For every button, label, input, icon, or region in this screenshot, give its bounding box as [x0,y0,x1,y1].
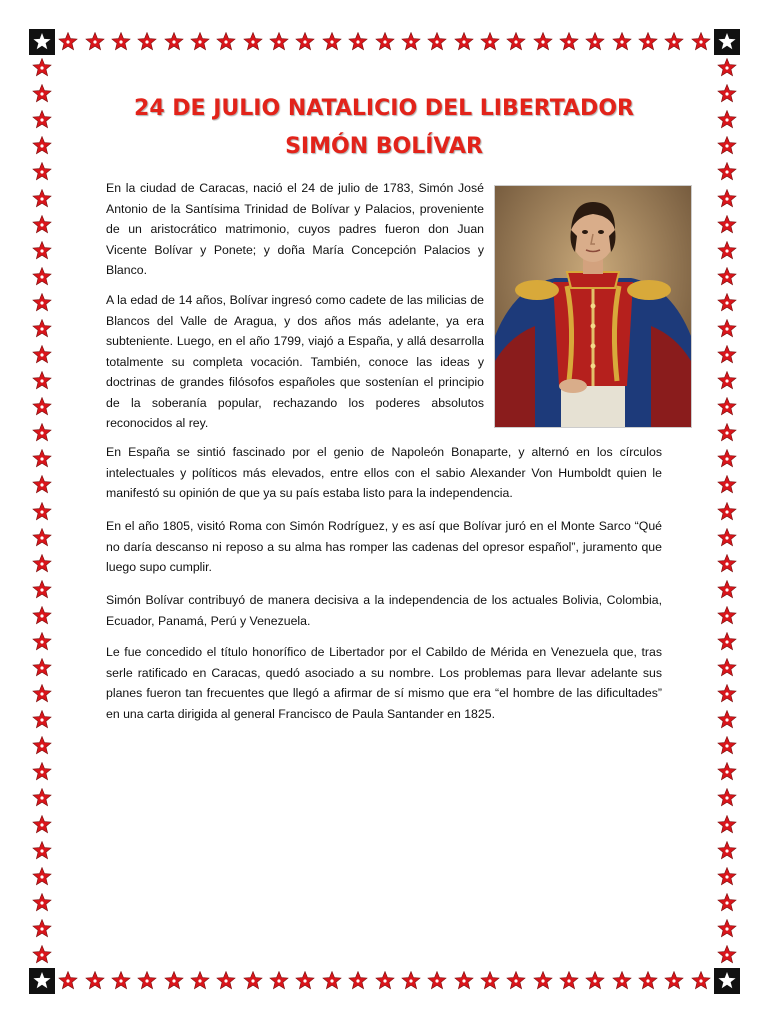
red-star-ornament-icon [322,32,342,52]
corner-star-icon [29,29,55,55]
red-star-ornament-icon [717,423,737,443]
red-star-ornament-icon [717,945,737,965]
red-star-ornament-icon [717,736,737,756]
red-star-ornament-icon [638,971,658,991]
red-star-ornament-icon [691,971,711,991]
red-star-ornament-icon [137,971,157,991]
red-star-ornament-icon [32,580,52,600]
red-star-ornament-icon [401,32,421,52]
red-star-ornament-icon [32,502,52,522]
red-star-ornament-icon [664,971,684,991]
red-star-ornament-icon [717,919,737,939]
red-star-ornament-icon [216,971,236,991]
red-star-ornament-icon [585,971,605,991]
red-star-ornament-icon [717,606,737,626]
red-star-ornament-icon [32,606,52,626]
red-star-ornament-icon [717,893,737,913]
red-star-ornament-icon [32,919,52,939]
red-star-ornament-icon [717,58,737,78]
red-star-ornament-icon [85,971,105,991]
red-star-ornament-icon [32,684,52,704]
red-star-ornament-icon [717,319,737,339]
red-star-ornament-icon [32,110,52,130]
red-star-ornament-icon [58,32,78,52]
corner-star-icon [29,968,55,994]
page-title [60,90,708,166]
red-star-ornament-icon [32,84,52,104]
red-star-ornament-icon [717,841,737,861]
red-star-ornament-icon [717,84,737,104]
title-line-1: 24 DE JULIO NATALICIO DEL LIBERTADOR [134,96,634,121]
red-star-ornament-icon [717,215,737,235]
red-star-ornament-icon [348,971,368,991]
red-star-ornament-icon [375,971,395,991]
red-star-ornament-icon [480,32,500,52]
red-star-ornament-icon [111,971,131,991]
red-star-ornament-icon [375,32,395,52]
red-star-ornament-icon [533,971,553,991]
paragraph-youth: A la edad de 14 años, Bolívar ingresó como cadete de las milicias de Blancos del Valle de Aragua, y dos años más adelante, ya era subteniente. Luego, en el año 1799, viajó a España, y allá desarrolla totalmente su completa vocación. También, conoce las ideas y doctrinas de grandes filósofos españoles que sostenían el principio de la soberanía popular, rechazando los poderes absolutos reconocidos al rey. [106,293,484,430]
red-star-ornament-icon [717,658,737,678]
red-star-ornament-icon [32,241,52,261]
red-star-ornament-icon [32,58,52,78]
red-star-ornament-icon [32,841,52,861]
red-star-ornament-icon [32,319,52,339]
red-star-ornament-icon [32,371,52,391]
red-star-ornament-icon [348,32,368,52]
red-star-ornament-icon [717,710,737,730]
red-star-ornament-icon [427,32,447,52]
red-star-ornament-icon [32,293,52,313]
red-star-ornament-icon [401,971,421,991]
red-star-ornament-icon [717,293,737,313]
red-star-ornament-icon [32,632,52,652]
red-star-ornament-icon [32,423,52,443]
red-star-ornament-icon [664,32,684,52]
red-star-ornament-icon [295,32,315,52]
red-star-ornament-icon [32,267,52,287]
red-star-ornament-icon [506,32,526,52]
red-star-ornament-icon [164,971,184,991]
red-star-ornament-icon [533,32,553,52]
red-star-ornament-icon [32,893,52,913]
red-star-ornament-icon [717,580,737,600]
paragraph-spain: En España se sintió fascinado por el genio de Napoleón Bonaparte, y alternó en los círculos intelectuales y políticos más elevados, entre ellos con el sabio Alexander Von Humboldt quien le manifestó su opinión de que ya su país estaba listo para la independencia. [106,445,662,500]
red-star-ornament-icon [717,762,737,782]
red-star-ornament-icon [111,32,131,52]
red-star-ornament-icon [269,971,289,991]
paragraph-birth: En la ciudad de Caracas, nació el 24 de julio de 1783, Simón José Antonio de la Santísima Trinidad de Bolívar y Palacios, proveniente de un aristocrático matrimonio, cuyos padres fueron don Juan Vicente Bolívar y Ponete; y doña María Concepción Palacios y Blanco. [106,181,484,277]
red-star-ornament-icon [243,32,263,52]
red-star-ornament-icon [717,189,737,209]
red-star-ornament-icon [717,397,737,417]
red-star-ornament-icon [32,215,52,235]
paragraph-libertador-title: Le fue concedido el título honorífico de Libertador por el Cabildo de Mérida en Venezuela que, tras serle ratificado en Caracas, quedó asociado a su nombre. Los problemas para llevar adelante sus planes fueron tan frecuentes que llegó a afirmar de sí mismo que era “el hombre de las dificultades” en una carta dirigida al general Francisco de Paula Santander en 1825. [106,645,662,721]
red-star-ornament-icon [559,32,579,52]
red-star-ornament-icon [32,528,52,548]
red-star-ornament-icon [717,371,737,391]
red-star-ornament-icon [612,971,632,991]
paragraph-independence: Simón Bolívar contribuyó de manera decisiva a la independencia de los actuales Bolivia, Colombia, Ecuador, Panamá, Perú y Venezuela. [106,593,662,628]
red-star-ornament-icon [32,762,52,782]
corner-star-icon [714,968,740,994]
red-star-ornament-icon [717,475,737,495]
corner-star-icon [714,29,740,55]
red-star-ornament-icon [427,971,447,991]
red-star-ornament-icon [32,710,52,730]
red-star-ornament-icon [717,632,737,652]
red-star-ornament-icon [480,971,500,991]
paragraph-rome-oath: En el año 1805, visitó Roma con Simón Rodríguez, y es así que Bolívar juró en el Monte Sarco “Qué no daría descanso ni reposo a su alma has romper las cadenas del opresor español”, juramento que luego supo cumplir. [106,519,662,574]
red-star-ornament-icon [638,32,658,52]
red-star-ornament-icon [717,788,737,808]
red-star-ornament-icon [559,971,579,991]
red-star-ornament-icon [717,528,737,548]
red-star-ornament-icon [717,554,737,574]
red-star-ornament-icon [243,971,263,991]
red-star-ornament-icon [717,815,737,835]
red-star-ornament-icon [612,32,632,52]
red-star-ornament-icon [32,945,52,965]
portrait-of-simon-bolivar-icon [495,186,691,427]
red-star-ornament-icon [32,554,52,574]
red-star-ornament-icon [454,971,474,991]
red-star-ornament-icon [506,971,526,991]
red-star-ornament-icon [717,110,737,130]
red-star-ornament-icon [32,136,52,156]
red-star-ornament-icon [717,684,737,704]
red-star-ornament-icon [164,32,184,52]
red-star-ornament-icon [585,32,605,52]
red-star-ornament-icon [32,788,52,808]
red-star-ornament-icon [190,971,210,991]
red-star-ornament-icon [32,736,52,756]
red-star-ornament-icon [717,136,737,156]
red-star-ornament-icon [717,867,737,887]
red-star-ornament-icon [269,32,289,52]
red-star-ornament-icon [717,241,737,261]
red-star-ornament-icon [32,345,52,365]
red-star-ornament-icon [322,971,342,991]
red-star-ornament-icon [32,162,52,182]
red-star-ornament-icon [717,162,737,182]
red-star-ornament-icon [216,32,236,52]
title-line-2: SIMÓN BOLÍVAR [285,134,483,159]
red-star-ornament-icon [58,971,78,991]
red-star-ornament-icon [32,189,52,209]
red-star-ornament-icon [32,658,52,678]
red-star-ornament-icon [190,32,210,52]
red-star-ornament-icon [717,345,737,365]
red-star-ornament-icon [85,32,105,52]
red-star-ornament-icon [454,32,474,52]
red-star-ornament-icon [32,475,52,495]
red-star-ornament-icon [32,815,52,835]
red-star-ornament-icon [32,449,52,469]
red-star-ornament-icon [137,32,157,52]
red-star-ornament-icon [32,397,52,417]
portrait-image [494,185,692,428]
red-star-ornament-icon [717,449,737,469]
red-star-ornament-icon [717,502,737,522]
red-star-ornament-icon [32,867,52,887]
red-star-ornament-icon [691,32,711,52]
red-star-ornament-icon [295,971,315,991]
red-star-ornament-icon [717,267,737,287]
